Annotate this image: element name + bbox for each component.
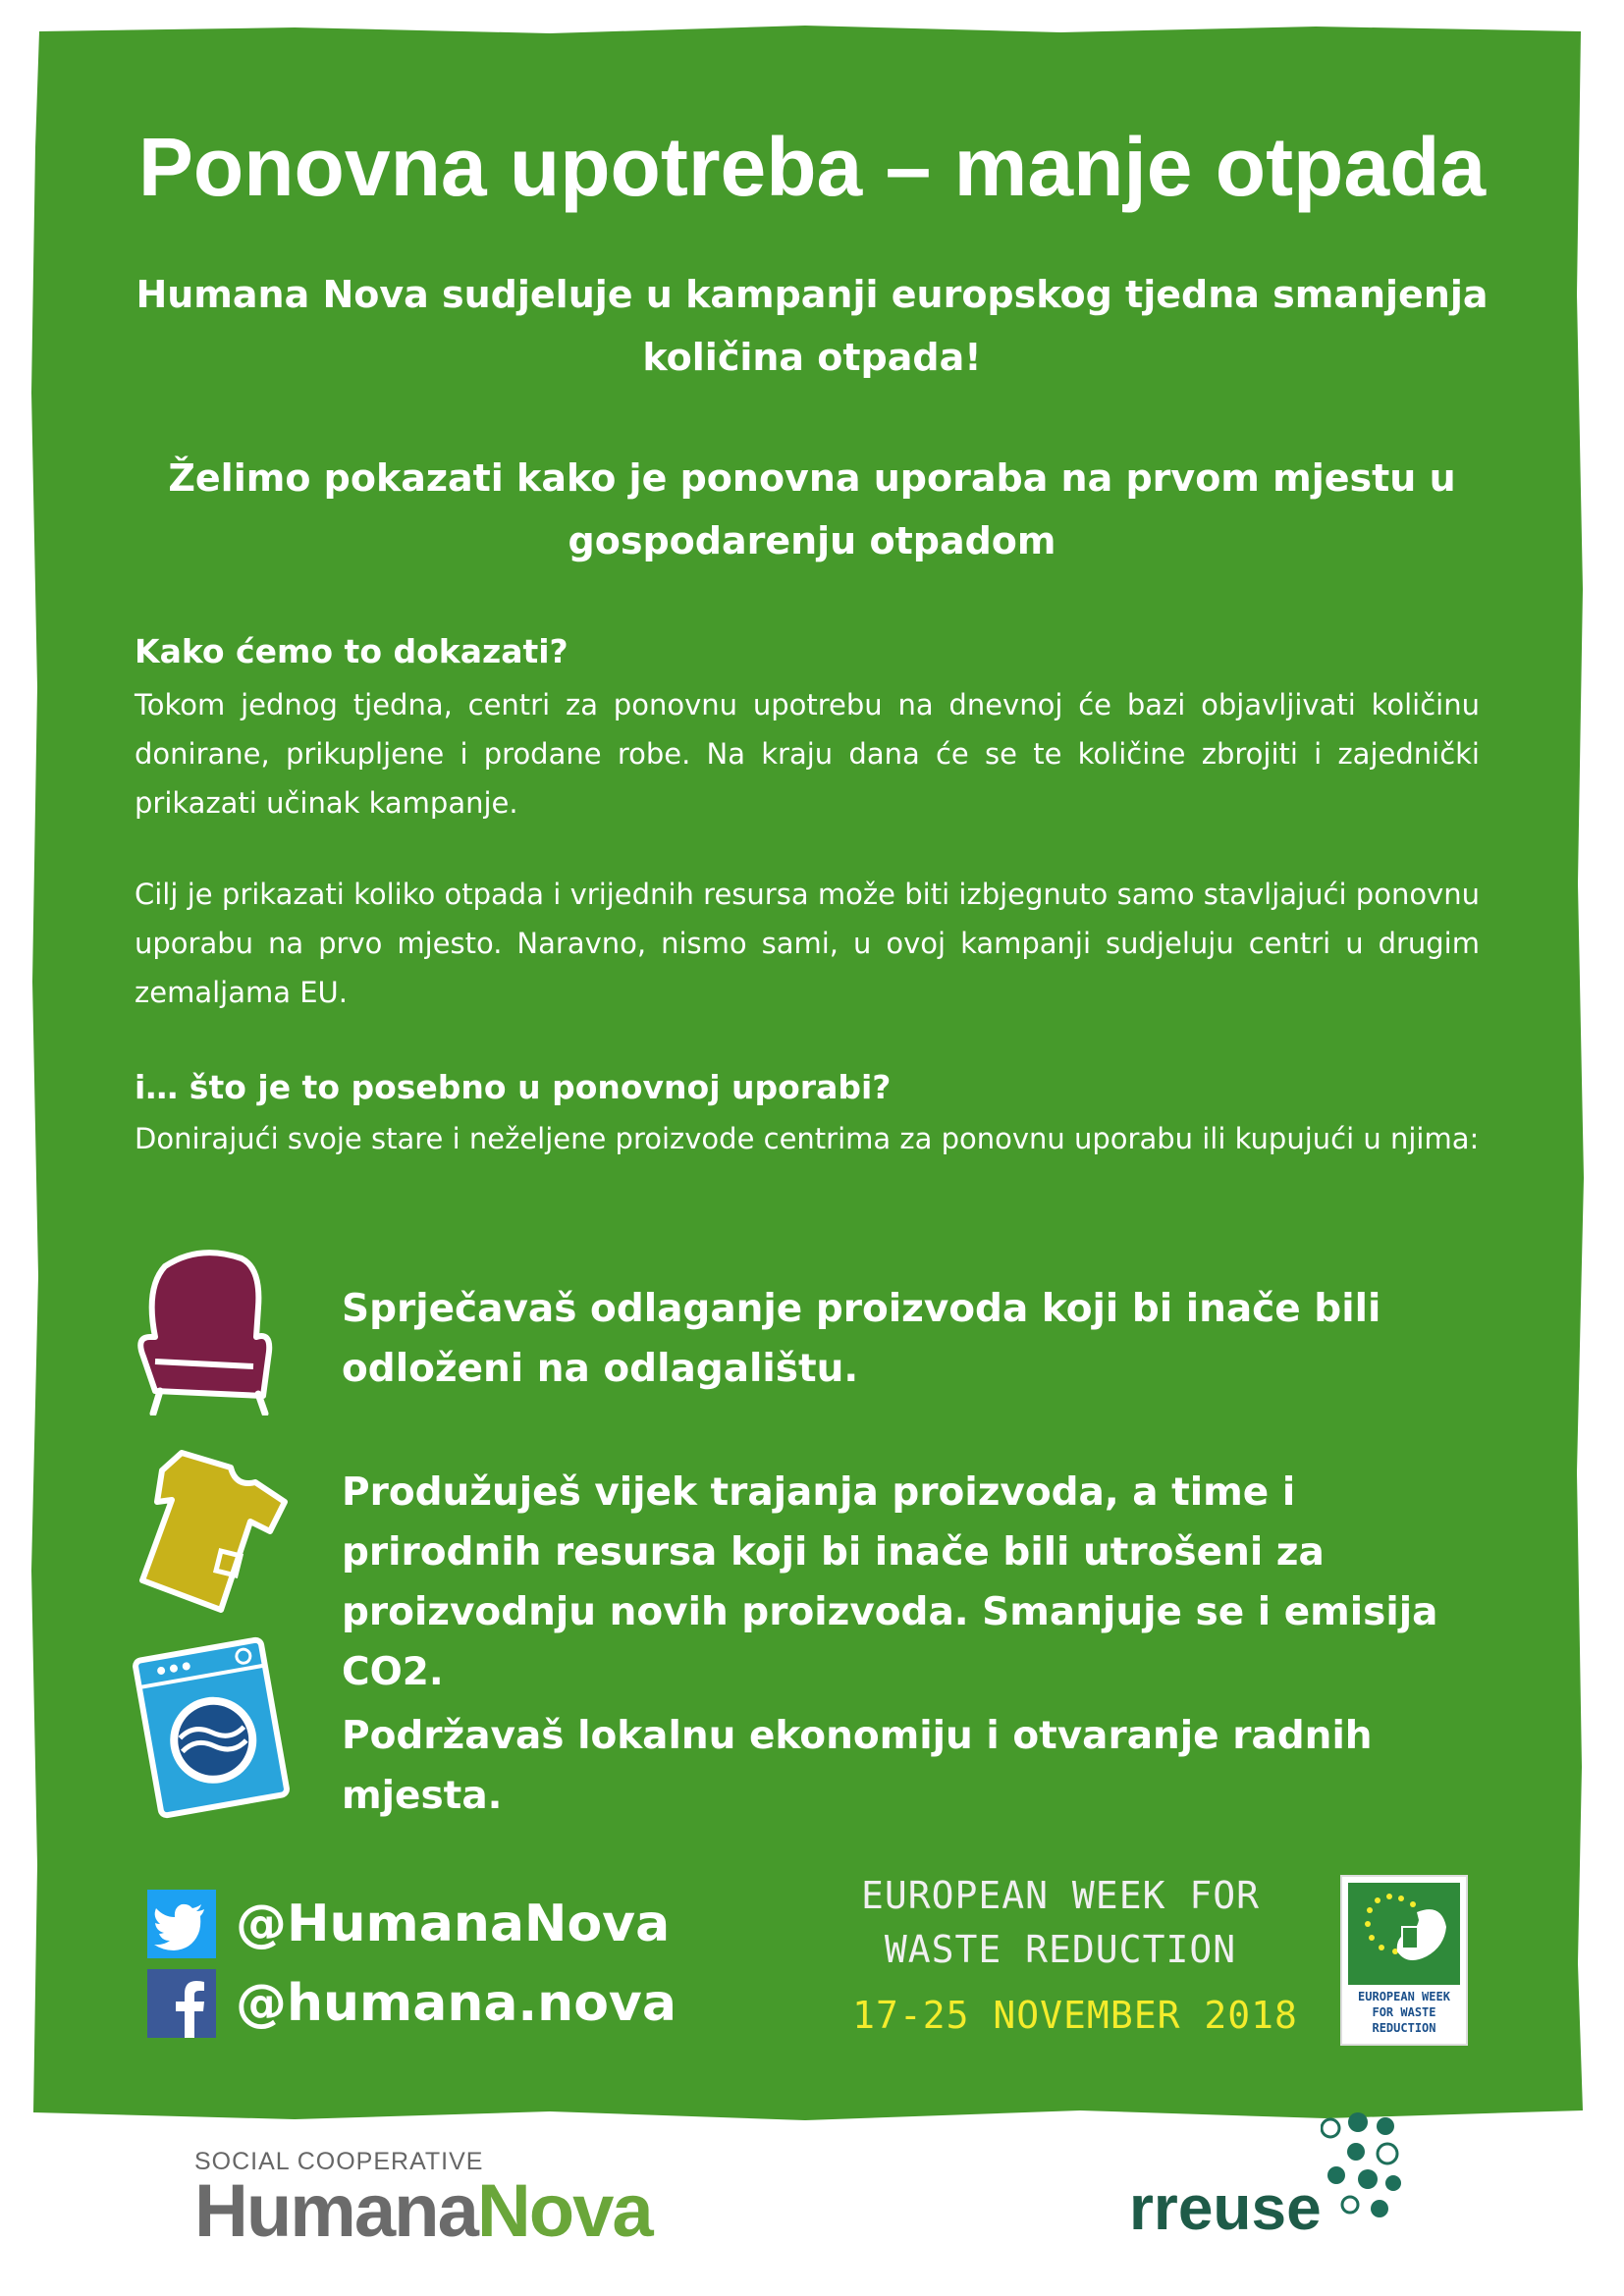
- humana-tagline: SOCIAL COOPERATIVE: [194, 2148, 484, 2175]
- twitter-handle: @HumanaNova: [236, 1895, 671, 1953]
- facebook-link[interactable]: [147, 1969, 677, 2038]
- ewwr-emblem-icon: [1348, 1883, 1460, 1985]
- section2-paragraph: Donirajući svoje stare i neželjene proizvode centrima za ponovnu uporabu ili kupujući u njima:: [135, 1122, 1480, 1155]
- campaign-title-line-1: EUROPEAN WEEK FOR: [861, 1874, 1260, 1917]
- section1-paragraph-2: Cilj je prikazati koliko otpada i vrijednih resursa može biti izbjegnuto samo stavljajući ponovnu uporabu na prvo mjesto. Naravno, nismo sami, u ovoj kampanji sudjeluju centri u drugim zemaljama EU.: [135, 878, 1480, 1009]
- humana-nova-logo: [194, 2148, 705, 2253]
- twitter-link[interactable]: [147, 1890, 670, 1958]
- section2-heading: i… što je to posebno u ponovnoj uporabi?: [135, 1068, 892, 1106]
- page-title: Ponovna upotreba – manje otpada: [137, 121, 1487, 213]
- washing-machine-icon: [128, 1634, 295, 1821]
- armchair-icon: [126, 1239, 273, 1415]
- ewwr-logo-line-3: REDUCTION: [1372, 2021, 1436, 2035]
- ewwr-logo-line-1: EUROPEAN WEEK: [1358, 1990, 1450, 2003]
- section1-paragraph-1: Tokom jednog tjedna, centri za ponovnu upotrebu na dnevnoj će bazi objavljivati količinu donirane, prikupljene i prodane robe. Na kraju dana će se te količine zbrojiti i zajednički prikazati učinak kampanje.: [135, 688, 1480, 820]
- humana-wordmark: Humana: [194, 2169, 477, 2253]
- facebook-handle: @humana.nova: [236, 1974, 677, 2033]
- ewwr-logo: [1340, 1875, 1468, 2046]
- campaign-title-line-2: WASTE REDUCTION: [884, 1928, 1237, 1971]
- rreuse-wordmark: rreuse: [1129, 2172, 1322, 2243]
- intro-line-4: gospodarenju otpadom: [568, 519, 1056, 562]
- benefit-text-1: Sprječavaš odlaganje proizvoda koji bi inače bili odloženi na odlagalištu.: [342, 1287, 1381, 1391]
- rreuse-logo: [1129, 2110, 1404, 2258]
- section1-heading: Kako ćemo to dokazati?: [135, 632, 568, 670]
- benefit-text-3: Podržavaš lokalnu ekonomiju i otvaranje radnih mjesta.: [342, 1714, 1373, 1818]
- intro-line-2: količina otpada!: [642, 336, 982, 379]
- benefit-text-2: Produžuješ vijek trajanja proizvoda, a time i prirodnih resursa koji bi inače bili utrošeni za proizvodnju novih proizvoda. Smanjuje se i emisija CO2.: [342, 1470, 1438, 1694]
- nova-wordmark: Nova: [476, 2169, 652, 2253]
- tshirt-icon: [137, 1443, 295, 1620]
- intro-line-3: Želimo pokazati kako je ponovna uporaba na prvom mjestu u: [168, 456, 1456, 500]
- facebook-icon: [147, 1969, 216, 2038]
- campaign-dates: 17-25 NOVEMBER 2018: [852, 1994, 1298, 2037]
- twitter-icon: [147, 1890, 216, 1958]
- intro-line-1: Humana Nova sudjeluje u kampanji europskog tjedna smanjenja: [135, 273, 1489, 316]
- ewwr-logo-line-2: FOR WASTE: [1372, 2005, 1436, 2019]
- rreuse-dots-icon: [1321, 2110, 1404, 2238]
